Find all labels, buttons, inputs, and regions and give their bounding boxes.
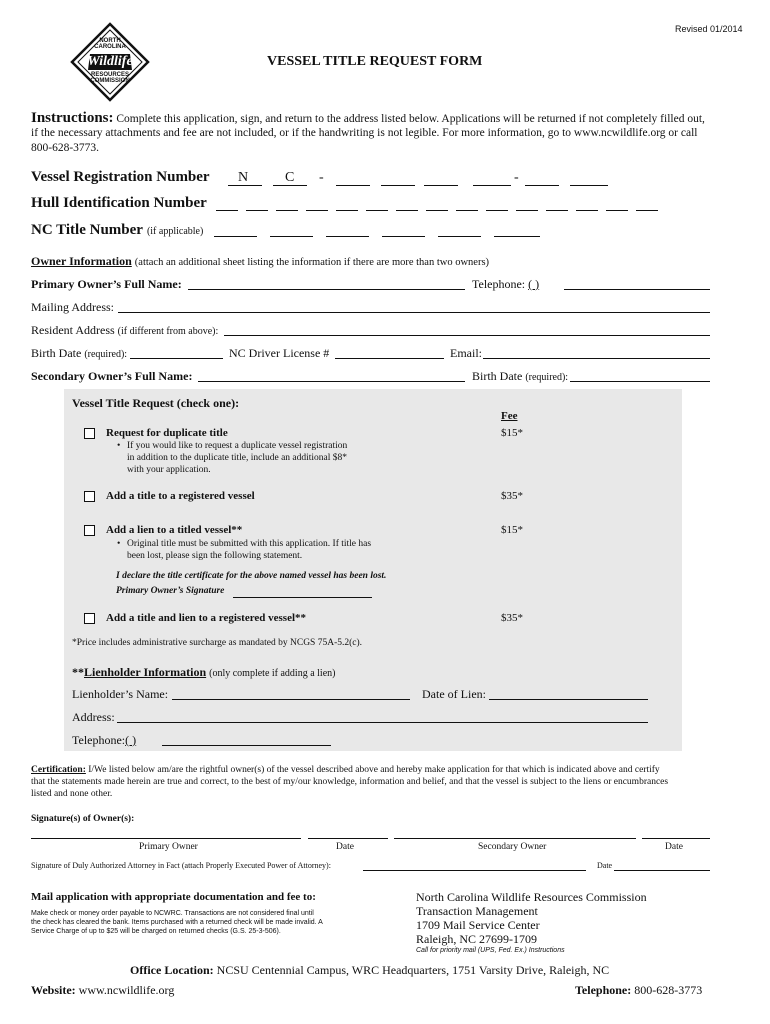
mail-note-3: Service Charge of up to $25 will be charged on returned checks (G.S. 25-3-506). — [31, 928, 281, 935]
telephone-field[interactable] — [564, 289, 710, 290]
duplicate-title-checkbox[interactable] — [84, 428, 95, 439]
reg-field-6[interactable] — [570, 185, 608, 186]
primary-owner-caption: Primary Owner — [139, 842, 198, 852]
page-title: VESSEL TITLE REQUEST FORM — [267, 54, 483, 69]
title-field-4[interactable] — [382, 236, 425, 237]
duplicate-title-bullet-1: If you would like to request a duplicate vessel registration — [127, 441, 348, 451]
resident-address-note: (if different from above): — [117, 326, 219, 337]
nc-title-note: (if applicable) — [146, 226, 204, 237]
signatures-heading: Signature(s) of Owner(s): — [31, 814, 135, 824]
hull-id-char-field[interactable] — [216, 210, 238, 211]
attorney-signature-line[interactable] — [363, 870, 586, 871]
title-field-5[interactable] — [438, 236, 481, 237]
hull-id-char-field[interactable] — [516, 210, 538, 211]
certification-line-3: listed and none other. — [31, 789, 113, 799]
telephone-paren: ( ) — [528, 277, 540, 291]
duplicate-title-bullet-3: with your application. — [127, 465, 211, 475]
birth-date-2-label: Birth Date — [472, 369, 523, 383]
lienholder-telephone-label: Telephone: — [72, 733, 126, 747]
add-lien-fee: $15* — [501, 524, 523, 536]
lienholder-heading: Lienholder Information — [84, 665, 207, 679]
footer-telephone-label: Telephone: — [575, 983, 632, 997]
logo-text-wildlife: Wildlife — [87, 54, 133, 69]
add-title-checkbox[interactable] — [84, 491, 95, 502]
license-field[interactable] — [335, 358, 444, 359]
instructions-label: Instructions: — [31, 110, 114, 126]
mail-note-1: Make check or money order payable to NCWRC. Transactions are not considered final until — [31, 910, 314, 917]
birth-date-2-required: (required): — [525, 372, 569, 383]
license-label: NC Driver License # — [229, 346, 330, 360]
birth-date-2-field[interactable] — [570, 381, 710, 382]
mail-address-line-4: Raleigh, NC 27699-1709 — [416, 932, 537, 946]
add-title-fee: $35* — [501, 490, 523, 502]
reg-field-2[interactable] — [381, 185, 415, 186]
secondary-owner-field[interactable] — [198, 381, 465, 382]
price-note: *Price includes administrative surcharge as mandated by NCGS 75A-5.2(c). — [72, 638, 363, 648]
primary-date-caption: Date — [336, 842, 354, 852]
add-title-lien-fee: $35* — [501, 612, 523, 624]
birth-date-field[interactable] — [130, 358, 223, 359]
ncwrc-logo — [70, 22, 150, 102]
secondary-owner-signature-line[interactable] — [394, 838, 636, 839]
reg-prefix-n: N — [238, 170, 249, 185]
lien-date-label: Date of Lien: — [422, 687, 486, 701]
instructions-line-1: Complete this application, sign, and return to the address listed below. Applications will be returned if not completely filled out, — [116, 113, 705, 125]
hull-id-char-field[interactable] — [276, 210, 298, 211]
title-field-1[interactable] — [214, 236, 257, 237]
mailing-address-field[interactable] — [118, 312, 710, 313]
hull-id-char-field[interactable] — [306, 210, 328, 211]
lienholder-name-field[interactable] — [172, 699, 410, 700]
hull-id-char-field[interactable] — [636, 210, 658, 211]
hull-id-char-field[interactable] — [426, 210, 448, 211]
priority-mail-note: Call for priority mail (UPS, Fed. Ex.) Instructions — [416, 947, 565, 954]
website-label: Website: — [31, 983, 76, 997]
attorney-date-line[interactable] — [614, 870, 710, 871]
logo-text-resources: RESOURCES — [90, 72, 129, 78]
footer-telephone: 800-628-3773 — [634, 983, 703, 997]
secondary-owner-date-line[interactable] — [642, 838, 710, 839]
add-lien-bullet-1: Original title must be submitted with this application. If title has — [127, 539, 372, 549]
title-field-3[interactable] — [326, 236, 369, 237]
add-title-lien-checkbox[interactable] — [84, 613, 95, 624]
instructions-line-2: if the necessary attachments and fee are not included, or if the handwriting is not legible. For more information, go to www.ncwildlife.org or call — [31, 127, 698, 139]
primary-owner-label: Primary Owner’s Full Name — [31, 277, 178, 291]
lienholder-telephone-field[interactable] — [162, 745, 331, 746]
hull-id-char-field[interactable] — [576, 210, 598, 211]
mail-heading: Mail application with appropriate documentation and fee to: — [31, 891, 316, 903]
primary-owner-signature-line[interactable] — [31, 838, 301, 839]
reg-field-3[interactable] — [424, 185, 458, 186]
add-title-label: Add a title to a registered vessel — [106, 490, 255, 502]
lienholder-name-label: Lienholder’s Name: — [72, 687, 169, 701]
hull-id-char-field[interactable] — [606, 210, 628, 211]
birth-date-label: Birth Date — [31, 346, 82, 360]
primary-owner-signature-label: Primary Owner’s Signature — [116, 586, 225, 596]
lienholder-address-label: Address: — [72, 710, 115, 724]
title-field-6[interactable] — [494, 236, 540, 237]
nc-title-label: NC Title Number — [31, 222, 143, 238]
hull-id-label: Hull Identification Number — [31, 195, 207, 211]
email-label: Email: — [450, 346, 482, 360]
telephone-label: Telephone: — [472, 277, 526, 291]
lien-date-field[interactable] — [489, 699, 648, 700]
primary-owner-signature-field[interactable] — [233, 597, 372, 598]
logo-text-commission: COMMISSION — [90, 78, 130, 84]
resident-address-label: Resident Address — [31, 323, 115, 337]
add-lien-label: Add a lien to a titled vessel** — [106, 524, 243, 536]
add-lien-bullet-2: been lost, please sign the following statement. — [127, 551, 303, 561]
duplicate-title-fee: $15* — [501, 427, 523, 439]
hull-id-char-field[interactable] — [336, 210, 358, 211]
instructions-line-3: 800-628-3773. — [31, 142, 100, 154]
birth-date-required: (required): — [84, 349, 128, 360]
primary-owner-field[interactable] — [188, 289, 465, 290]
lost-title-declaration: I declare the title certificate for the above named vessel has been lost. — [116, 571, 387, 581]
logo-text-north: NORTH — [99, 38, 121, 44]
secondary-owner-label: Secondary Owner’s Full Name — [31, 369, 189, 383]
mail-address-line-3: 1709 Mail Service Center — [416, 918, 540, 932]
revised-date: Revised 01/2014 — [675, 24, 743, 34]
request-heading: Vessel Title Request (check one): — [72, 396, 240, 410]
hull-id-char-field[interactable] — [396, 210, 418, 211]
fee-header: Fee — [501, 410, 518, 422]
office-location-text: NCSU Centennial Campus, WRC Headquarters, 1751 Varsity Drive, Raleigh, NC — [216, 963, 610, 977]
owner-info-note: (attach an additional sheet listing the information if there are more than two owners) — [134, 257, 490, 268]
hull-id-char-field[interactable] — [486, 210, 508, 211]
certification-label: Certification: — [31, 765, 86, 775]
lien-prefix: ** — [72, 665, 84, 679]
mail-address-line-1: North Carolina Wildlife Resources Commission — [416, 890, 647, 904]
hull-id-char-field[interactable] — [546, 210, 568, 211]
reg-field-n[interactable] — [228, 185, 262, 186]
lienholder-address-field[interactable] — [117, 722, 648, 723]
add-title-lien-label: Add a title and lien to a registered vessel** — [106, 612, 307, 624]
reg-dash-2: - — [514, 170, 519, 185]
email-field[interactable] — [483, 358, 710, 359]
hull-id-char-field[interactable] — [366, 210, 388, 211]
reg-field-1[interactable] — [336, 185, 370, 186]
add-lien-checkbox[interactable] — [84, 525, 95, 536]
reg-prefix-c: C — [285, 170, 295, 185]
secondary-date-caption: Date — [665, 842, 683, 852]
lienholder-note: (only complete if adding a lien) — [209, 668, 336, 679]
logo-text-carolina: CAROLINA — [94, 44, 126, 50]
secondary-owner-caption: Secondary Owner — [478, 842, 547, 852]
office-location-label: Office Location: — [130, 963, 214, 977]
mailing-address-label: Mailing Address: — [31, 300, 114, 314]
reg-field-5[interactable] — [525, 185, 559, 186]
attorney-label: Signature of Duly Authorized Attorney in Fact (attach Properly Executed Power of Attorney): — [31, 861, 331, 870]
owner-info-heading: Owner Information — [31, 254, 132, 268]
certification-line-2: that the statements made herein are true and correct, to the best of my/our knowledge, information and belief, and that the vessel is subject to the liens or encumbrances — [31, 777, 669, 787]
mail-note-2: the check has cleared the bank. Items purchased with a returned check will be made invalid. A — [31, 919, 323, 926]
reg-field-4[interactable] — [473, 185, 511, 186]
reg-dash-1: - — [319, 170, 324, 185]
certification-line-1: I/We listed below am/are the rightful owner(s) of the vessel described above and hereby make application for that which is indicated above and certify — [88, 765, 660, 775]
hull-id-char-field[interactable] — [456, 210, 478, 211]
website-link[interactable]: www.ncwildlife.org — [78, 983, 175, 997]
resident-address-field[interactable] — [224, 335, 710, 336]
attorney-date-label: Date — [597, 861, 613, 870]
mail-address-line-2: Transaction Management — [416, 904, 538, 918]
vessel-registration-label: Vessel Registration Number — [31, 169, 210, 185]
duplicate-title-bullet-2: in addition to the duplicate title, include an additional $8* — [127, 453, 348, 463]
lienholder-telephone-paren: ( ) — [125, 733, 137, 747]
reg-field-c[interactable] — [273, 185, 307, 186]
duplicate-title-label: Request for duplicate title — [106, 427, 228, 439]
primary-owner-date-line[interactable] — [308, 838, 388, 839]
title-field-2[interactable] — [270, 236, 313, 237]
hull-id-char-field[interactable] — [246, 210, 268, 211]
